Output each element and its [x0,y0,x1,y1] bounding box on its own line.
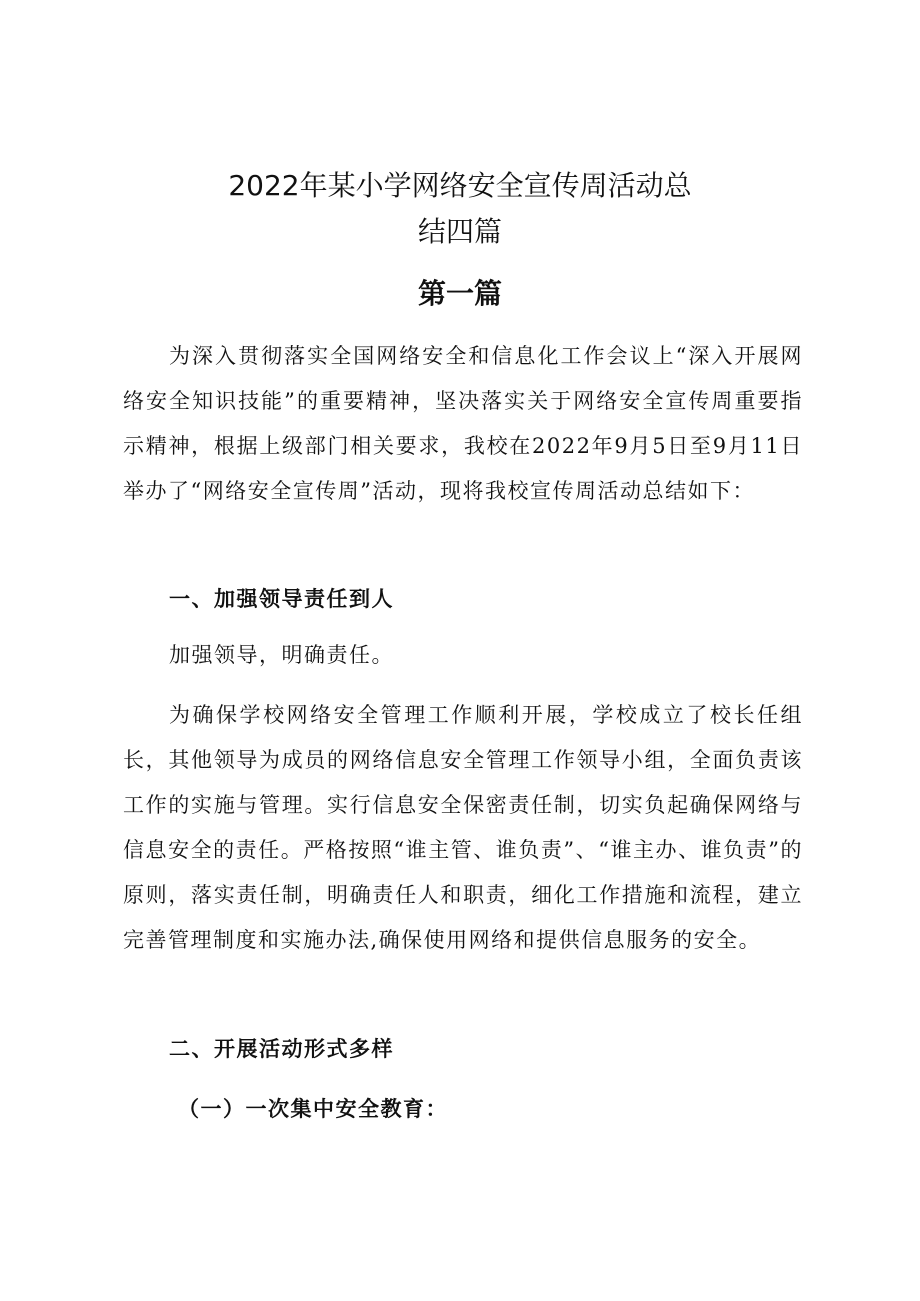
document-title-line-1: 2022年某小学网络安全宣传周活动总 [228,169,692,202]
leadership-paragraph: 为确保学校网络安全管理工作顺利开展，学校成立了校长任组长，其他领导为成员的网络信息安全管理工作领导小组，全面负责该工作的实施与管理。实行信息安全保密责任制，切实负起确保网络与信息安全的责任。严格按照“谁主管、谁负责”、“谁主办、谁负责”的原则，落实责任制，明确责任人和职责，细化工作措施和流程，建立完善管理制度和实施办法,确保使用网络和提供信息服务的安全。 [123,703,803,952]
leadership-summary-line: 加强领导，明确责任。 [169,643,394,667]
document-title-line-2: 结四篇 [417,215,502,248]
heading-leadership: 一、加强领导责任到人 [169,587,394,611]
intro-paragraph: 为深入贯彻落实全国网络安全和信息化工作会议上“深入开展网络安全知识技能”的重要精神，坚决落实关于网络安全宣传周重要指示精神，根据上级部门相关要求，我校在2022年9月5日至9月11日举办了“网络安全宣传周”活动，现将我校宣传周活动总结如下： [123,344,803,503]
section-title: 第一篇 [417,277,502,310]
heading-activities: 二、开展活动形式多样 [169,1037,394,1061]
subheading-education: （一）一次集中安全教育： [178,1097,448,1121]
